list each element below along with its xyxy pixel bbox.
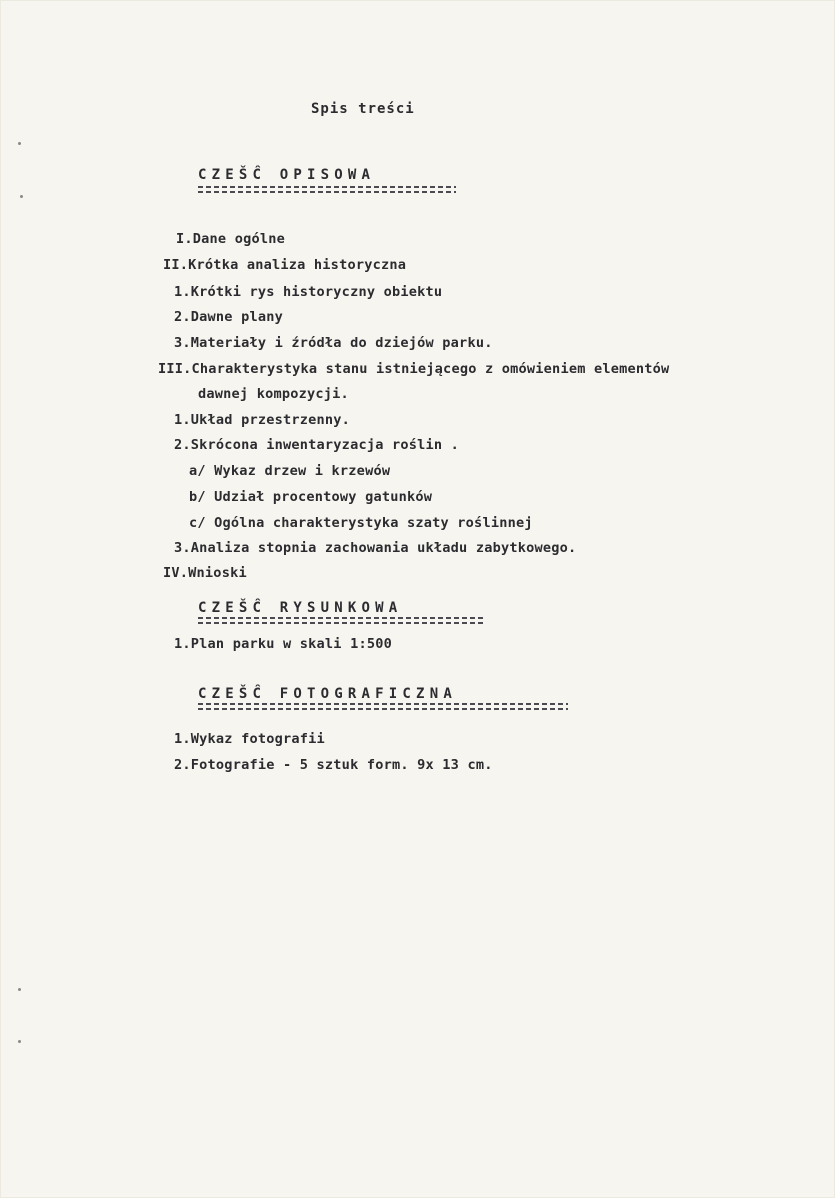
toc-item: 1.Układ przestrzenny.: [174, 412, 351, 428]
paper-speck: [18, 1040, 21, 1043]
paper-speck: [18, 142, 21, 145]
page-title: Spis treści: [311, 101, 415, 117]
paper-speck: [18, 988, 21, 991]
section-heading-descriptive: CZEŠĈ OPISOWA: [198, 167, 376, 183]
toc-item: 1.Wykaz fotografii: [174, 731, 325, 747]
toc-item: 1.Plan parku w skali 1:500: [174, 636, 392, 652]
toc-item: II.Krótka analiza historyczna: [163, 257, 407, 273]
toc-item: 3.Analiza stopnia zachowania układu zabytkowego.: [174, 540, 577, 556]
toc-subitem: a/ Wykaz drzew i krzewów: [189, 463, 391, 479]
toc-subitem: c/ Ogólna charakterystyka szaty roślinnej: [189, 515, 533, 531]
section-underline: [198, 703, 568, 710]
toc-item: 2.Dawne plany: [174, 309, 283, 325]
toc-item: III.Charakterystyka stanu istniejącego z omówieniem elementów: [158, 361, 670, 377]
section-heading-photographs: CZEŠĈ FOTOGRAFICZNA: [198, 686, 457, 702]
toc-subitem: b/ Udział procentowy gatunków: [189, 489, 433, 505]
toc-item: 1.Krótki rys historyczny obiektu: [174, 284, 443, 300]
section-underline: [198, 617, 486, 624]
toc-item: 2.Skrócona inwentaryzacja roślin .: [174, 437, 460, 453]
toc-item: IV.Wnioski: [163, 565, 247, 581]
toc-item: I.Dane ogólne: [176, 231, 285, 247]
toc-item: 3.Materiały i źródła do dziejów parku.: [174, 335, 493, 351]
section-underline: [198, 186, 456, 193]
toc-item: 2.Fotografie - 5 sztuk form. 9x 13 cm.: [174, 757, 493, 773]
toc-item-continuation: dawnej kompozycji.: [198, 386, 349, 402]
section-heading-drawings: CZEŠĈ RYSUNKOWA: [198, 600, 403, 616]
paper-speck: [20, 195, 23, 198]
